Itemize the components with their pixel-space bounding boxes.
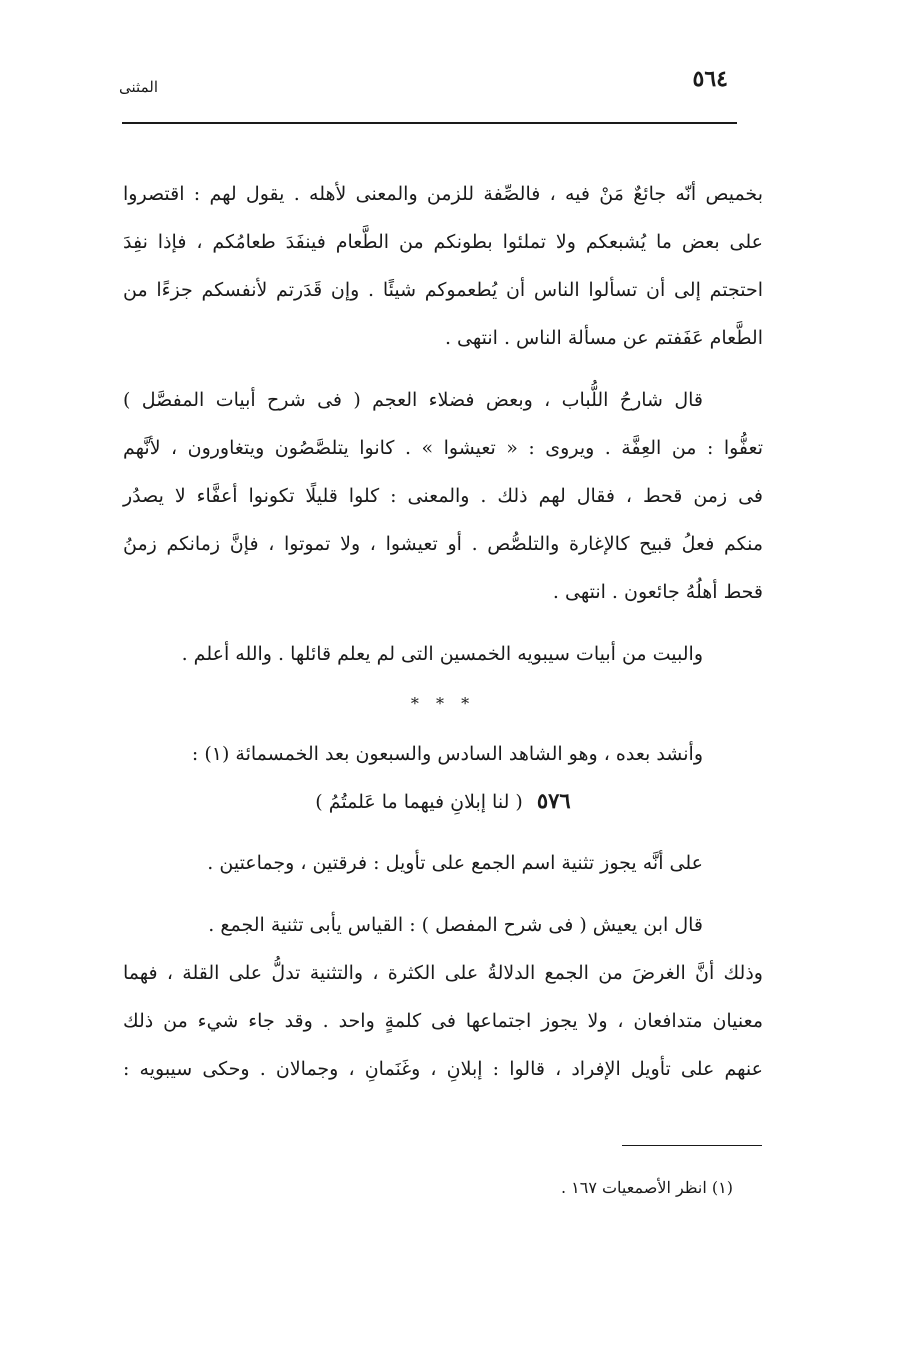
text-line: منكم فعلُ قبيح كالإغارة والتلصُّص . أو تعيشوا ، ولا تموتوا ، فإنَّ زمانكم زمنُ	[123, 533, 763, 555]
text-line: احتجتم إلى أن تسألوا الناس أن يُطعموكم شيئًا . وإن قَدَرتم لأنفسكم جزءًا من	[123, 279, 763, 301]
paragraph-2	[123, 376, 763, 616]
verse-number: ٥٧٦	[536, 788, 571, 813]
header-rule	[122, 122, 737, 124]
text-line: الطَّعام عَفَفتم عن مسألة الناس . انتهى .	[444, 327, 763, 349]
text-line: على بعض ما يُشبعكم ولا تملئوا بطونكم من الطَّعام فينفَدَ طعامُكم ، فإذا نفِدَ	[123, 231, 763, 253]
text-line: قال ابن يعيش ( فى شرح المفصل ) : القياس يأبى تثنية الجمع .	[208, 914, 703, 936]
paragraph-5	[123, 901, 763, 1093]
text-line: وذلك أنَّ الغرضَ من الجمع الدلالةُ على الكثرة ، والتثنية تدلُّ على القلة ، فهما	[123, 962, 763, 984]
text-line: تعفُّوا : من العِفَّة . ويروى : « تعيشوا » . كانوا يتلصَّصُون ويتغاورون ، لأنَّهم	[123, 437, 763, 459]
text-line: وأنشد بعده ، وهو الشاهد السادس والسبعون بعد الخمسمائة (١) :	[191, 743, 703, 765]
footnote-rule	[622, 1145, 762, 1146]
paragraph-1	[123, 170, 763, 362]
text-line: قحط أهلُهُ جائعون . انتهى .	[552, 581, 763, 603]
footnote: (١) انظر الأصمعيات ١٦٧ .	[560, 1178, 733, 1197]
text-line: بخميص أنّه جائعٌ مَنْ فيه ، فالصِّفة للزمن والمعنى لأهله . يقول لهم : اقتصروا	[123, 183, 763, 205]
text-line: عنهم على تأويل الإفراد ، قالوا : إبلانِ ، وغَنَمانِ ، وجمالان . وحكى سيبويه :	[123, 1058, 763, 1080]
running-head: المثنى	[119, 78, 158, 96]
text-line: فى زمن قحط ، فقال لهم ذلك . والمعنى : كلوا قليلًا تكونوا أعفَّاء لا يصدُر	[123, 485, 763, 507]
paragraph-3	[123, 630, 763, 678]
text-line: قال شارحُ اللُّباب ، وبعض فضلاء العجم ( فى شرح أبيات المفصَّل )	[123, 389, 703, 411]
text-line: والبيت من أبيات سيبويه الخمسين التى لم يعلم قائلها . والله أعلم .	[181, 643, 703, 665]
page-number: ٥٦٤	[692, 66, 728, 92]
paragraph-4	[123, 839, 763, 887]
text-line: معنيان متدافعان ، ولا يجوز اجتماعها فى كلمةٍ واحد . وقد جاء شيء من ذلك	[123, 1010, 763, 1032]
section-separator: * * *	[410, 694, 476, 713]
verse-text: ( لنا إبلانِ فيهما ما عَلمتُمُ )	[315, 791, 523, 813]
body-text	[123, 170, 763, 1093]
verse-line	[123, 778, 763, 825]
verse-intro	[123, 730, 763, 778]
text-line: على أنَّه يجوز تثنية اسم الجمع على تأويل : فرقتين ، وجماعتين .	[207, 852, 703, 874]
